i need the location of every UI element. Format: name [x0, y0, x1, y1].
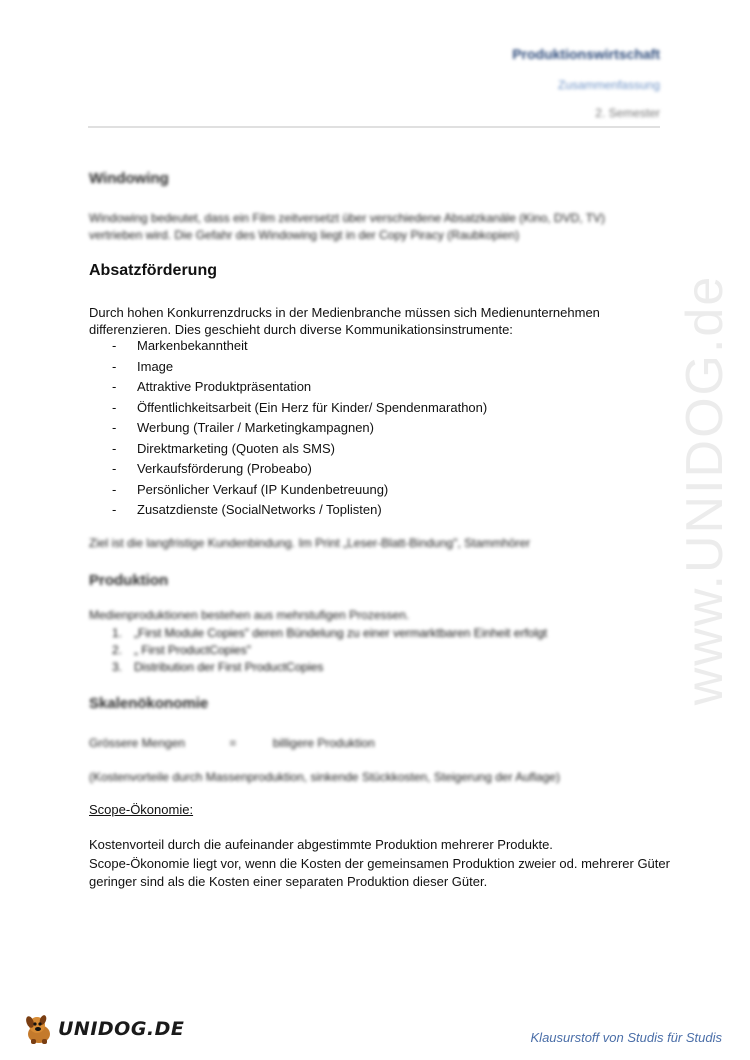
watermark-text: www.UNIDOG.de — [676, 274, 734, 706]
watermark — [650, 240, 750, 740]
step-number: 3. — [112, 660, 123, 674]
scope-heading: Scope-Ökonomie: — [89, 802, 194, 817]
skalen-right: billigere Produktion — [272, 736, 375, 750]
skalen-left: Grössere Mengen — [89, 736, 186, 750]
list-item — [112, 659, 547, 676]
list-item — [112, 642, 547, 659]
skalen-heading: Skalenökonomie — [89, 695, 209, 712]
dog-icon — [22, 1012, 56, 1046]
header-divider — [88, 126, 660, 128]
logo-text: UNIDOG.DE — [58, 1018, 185, 1040]
unidog-logo — [22, 1012, 184, 1046]
footer-tagline: Klausurstoff von Studis für Studis — [530, 1030, 722, 1045]
header-subtitle: Zusammenfassung — [557, 78, 660, 92]
step-text: Distribution der First ProductCopies — [134, 660, 324, 674]
skalen-note: (Kostenvorteile durch Massenproduktion, sinkende Stückkosten, Steigerung der Auflage) — [89, 770, 560, 784]
list-item: - Werbung (Trailer / Marketingkampagnen) — [112, 419, 487, 440]
absatz-intro: Durch hohen Konkurrenzdrucks in der Medienbranche müssen sich Medienunternehmen differenzieren. Dies geschieht durch diverse Kommunikationsinstrumente: — [89, 305, 600, 337]
windowing-text: Windowing bedeutet, dass ein Film zeitversetzt über verschiedene Absatzkanäle (Kino, DVD, TV) vertrieben wird. Die Gefahr des Windowing liegt in der Copy Piracy (Raubkopien) — [89, 211, 606, 242]
list-item: - Markenbekanntheit — [112, 337, 487, 358]
absatz-goal: Ziel ist die langfristige Kundenbindung. Im Print „Leser-Blatt-Bindung", Stammhörer — [89, 536, 531, 550]
header-title: Produktionswirtschaft — [512, 46, 660, 62]
list-item: - Image — [112, 358, 487, 379]
step-number: 2. — [112, 643, 123, 657]
skalen-equation — [89, 736, 375, 750]
windowing-heading: Windowing — [89, 170, 169, 187]
absatz-heading: Absatzförderung — [89, 262, 217, 279]
scope-line-2: Scope-Ökonomie liegt vor, wenn die Kosten der gemeinsamen Produktion zweier od. mehrerer Güter geringer sind als die Kosten einer separaten Produktion dieser Güter. — [89, 855, 670, 889]
list-item — [112, 625, 547, 642]
produktion-heading: Produktion — [89, 572, 169, 589]
produktion-steps — [112, 625, 547, 676]
header-semester: 2. Semester — [595, 106, 660, 120]
list-item: - Attraktive Produktpräsentation — [112, 378, 487, 399]
absatz-list — [112, 337, 487, 522]
step-text: „ First ProductCopies" — [134, 643, 251, 657]
list-item: - Zusatzdienste (SocialNetworks / Toplisten) — [112, 501, 487, 522]
step-text: „First Module Copies" deren Bündelung zu einer vermarktbaren Einheit erfolgt — [134, 626, 548, 640]
skalen-equals: = — [229, 736, 237, 750]
scope-text — [89, 836, 679, 892]
scope-line-1: Kostenvorteil durch die aufeinander abgestimmte Produktion mehrerer Produkte. — [89, 837, 553, 852]
step-number: 1. — [112, 626, 123, 640]
list-item: - Öffentlichkeitsarbeit (Ein Herz für Kinder/ Spendenmarathon) — [112, 399, 487, 420]
list-item: - Persönlicher Verkauf (IP Kundenbetreuung) — [112, 481, 487, 502]
produktion-intro: Medienproduktionen bestehen aus mehrstufigen Prozessen. — [89, 608, 410, 622]
list-item: - Verkaufsförderung (Probeabo) — [112, 460, 487, 481]
list-item: - Direktmarketing (Quoten als SMS) — [112, 440, 487, 461]
